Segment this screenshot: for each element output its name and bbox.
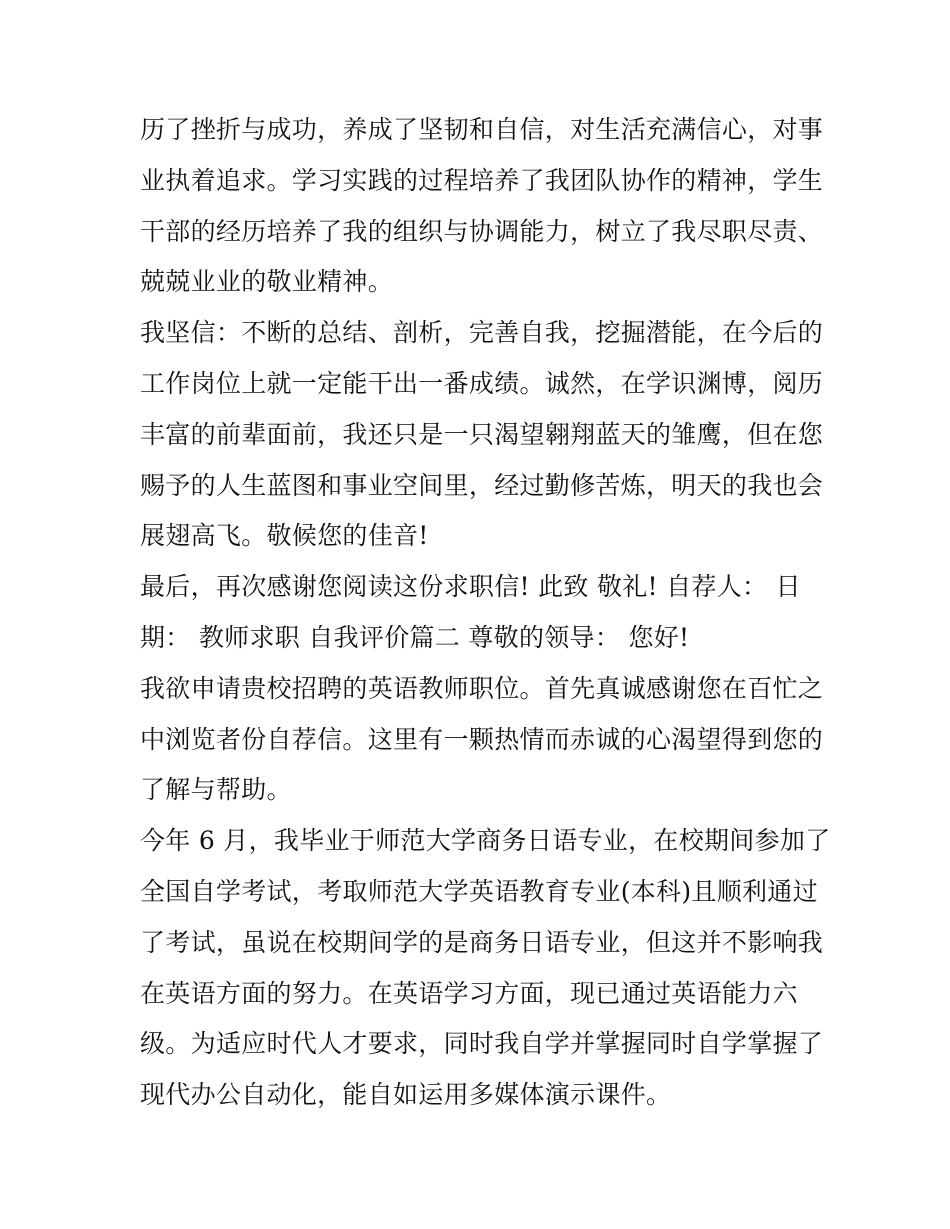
text-line: 历了挫折与成功，养成了坚韧和自信，对生活充满信心，对事 xyxy=(140,115,824,144)
text-line: 我欲申请贵校招聘的英语教师职位。首先真诚感谢您在百忙之 xyxy=(140,673,824,703)
document-body xyxy=(140,105,830,1121)
text-line: 丰富的前辈面前，我还只是一只渴望翱翔蓝天的雏鹰，但在您 xyxy=(140,419,824,449)
text-line: 全国自学考试，考取师范大学英语教育专业(本科)且顺利通过 xyxy=(140,876,818,906)
text-line: 中浏览者份自荐信。这里有一颗热情而赤诚的心渴望得到您的 xyxy=(140,724,824,754)
text-line: 兢兢业业的敬业精神。 xyxy=(140,267,394,297)
text-line: 现代办公自动化，能自如运用多媒体演示课件。 xyxy=(140,1080,672,1110)
text-line: 期： 教师求职 自我评价篇二 尊敬的领导： 您好! xyxy=(140,622,690,652)
text-line: 工作岗位上就一定能干出一番成绩。诚然，在学识渊博，阅历 xyxy=(140,368,824,398)
text-line: 在英语方面的努力。在英语学习方面，现已通过英语能力六 xyxy=(140,978,798,1008)
text-line: 展翅高飞。敬候您的佳音! xyxy=(140,521,429,551)
text-line: 赐予的人生蓝图和事业空间里，经过勤修苦炼，明天的我也会 xyxy=(140,470,824,500)
text-line: 我坚信：不断的总结、剖析，完善自我，挖掘潜能，在今后的 xyxy=(140,318,824,348)
text-line: 业执着追求。学习实践的过程培养了我团队协作的精神，学生 xyxy=(140,165,824,195)
text-line: 今年 6 月，我毕业于师范大学商务日语专业，在校期间参加了 xyxy=(140,826,831,856)
text-line: 了解与帮助。 xyxy=(140,775,292,805)
text-line: 最后，再次感谢您阅读这份求职信! 此致 敬礼! 自荐人： 日 xyxy=(140,572,801,602)
text-line: 了考试，虽说在校期间学的是商务日语专业，但这并不影响我 xyxy=(140,927,824,957)
text-line: 级。为适应时代人才要求，同时我自学并掌握同时自学掌握了 xyxy=(140,1029,824,1059)
text-line: 干部的经历培养了我的组织与协调能力，树立了我尽职尽责、 xyxy=(140,216,824,246)
